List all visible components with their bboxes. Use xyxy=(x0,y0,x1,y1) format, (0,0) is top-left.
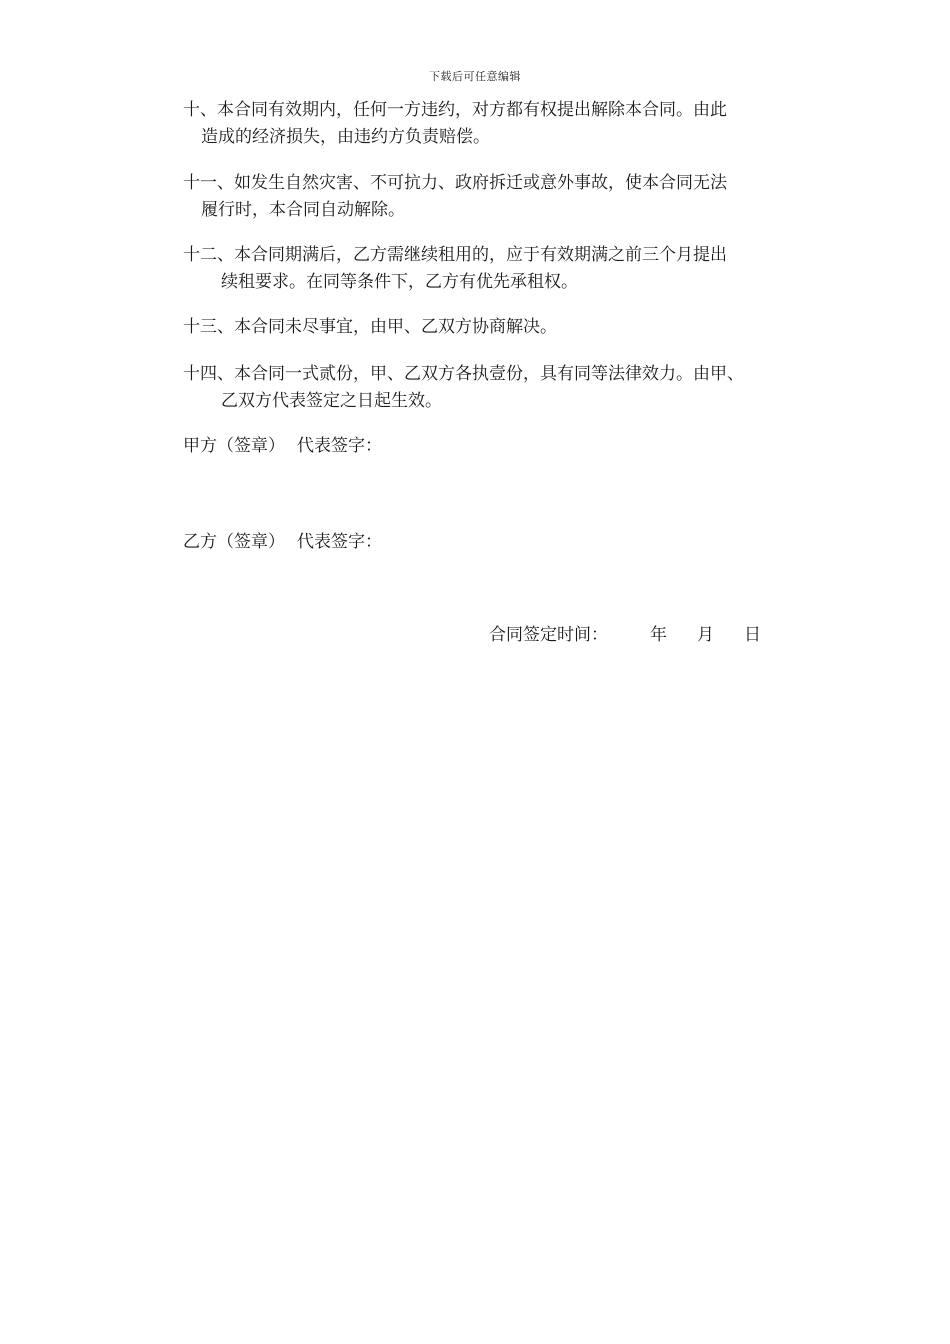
clause-11 xyxy=(183,170,823,224)
signing-date-year: 年 xyxy=(650,625,667,645)
party-b-rep-label: 代表签字： xyxy=(297,532,382,552)
clause-11-line2: 履行时，本合同自动解除。 xyxy=(201,200,405,220)
clause-12-line2: 续租要求。在同等条件下，乙方有优先承租权。 xyxy=(221,272,578,292)
clause-14 xyxy=(183,361,823,415)
signing-date xyxy=(489,622,761,649)
clause-10-line1: 十、本合同有效期内，任何一方违约，对方都有权提出解除本合同。由此 xyxy=(183,100,727,120)
clause-10-line2: 造成的经济损失，由违约方负责赔偿。 xyxy=(201,127,490,147)
clause-12 xyxy=(183,242,823,296)
signing-date-month: 月 xyxy=(697,625,714,645)
party-a-label: 甲方（签章） xyxy=(183,436,285,456)
signing-date-label: 合同签定时间： xyxy=(489,625,608,645)
party-a-rep-label: 代表签字： xyxy=(297,436,382,456)
party-b-label: 乙方（签章） xyxy=(183,532,285,552)
clause-14-line2: 乙双方代表签定之日起生效。 xyxy=(221,391,442,411)
party-a-signature xyxy=(183,433,382,460)
clause-14-line1: 十四、本合同一式贰份，甲、乙双方各执壹份，具有同等法律效力。由甲、 xyxy=(183,364,744,384)
clause-13-line1: 十三、本合同未尽事宜，由甲、乙双方协商解决。 xyxy=(183,317,557,337)
clause-11-line1: 十一、如发生自然灾害、不可抗力、政府拆迁或意外事故，使本合同无法 xyxy=(183,173,727,193)
clause-13 xyxy=(183,314,823,341)
signing-date-day: 日 xyxy=(744,625,761,645)
clause-10 xyxy=(183,97,823,151)
clause-12-line1: 十二、本合同期满后，乙方需继续租用的，应于有效期满之前三个月提出 xyxy=(183,245,727,265)
header-note: 下载后可任意编辑 xyxy=(429,70,521,83)
party-b-signature xyxy=(183,529,382,556)
